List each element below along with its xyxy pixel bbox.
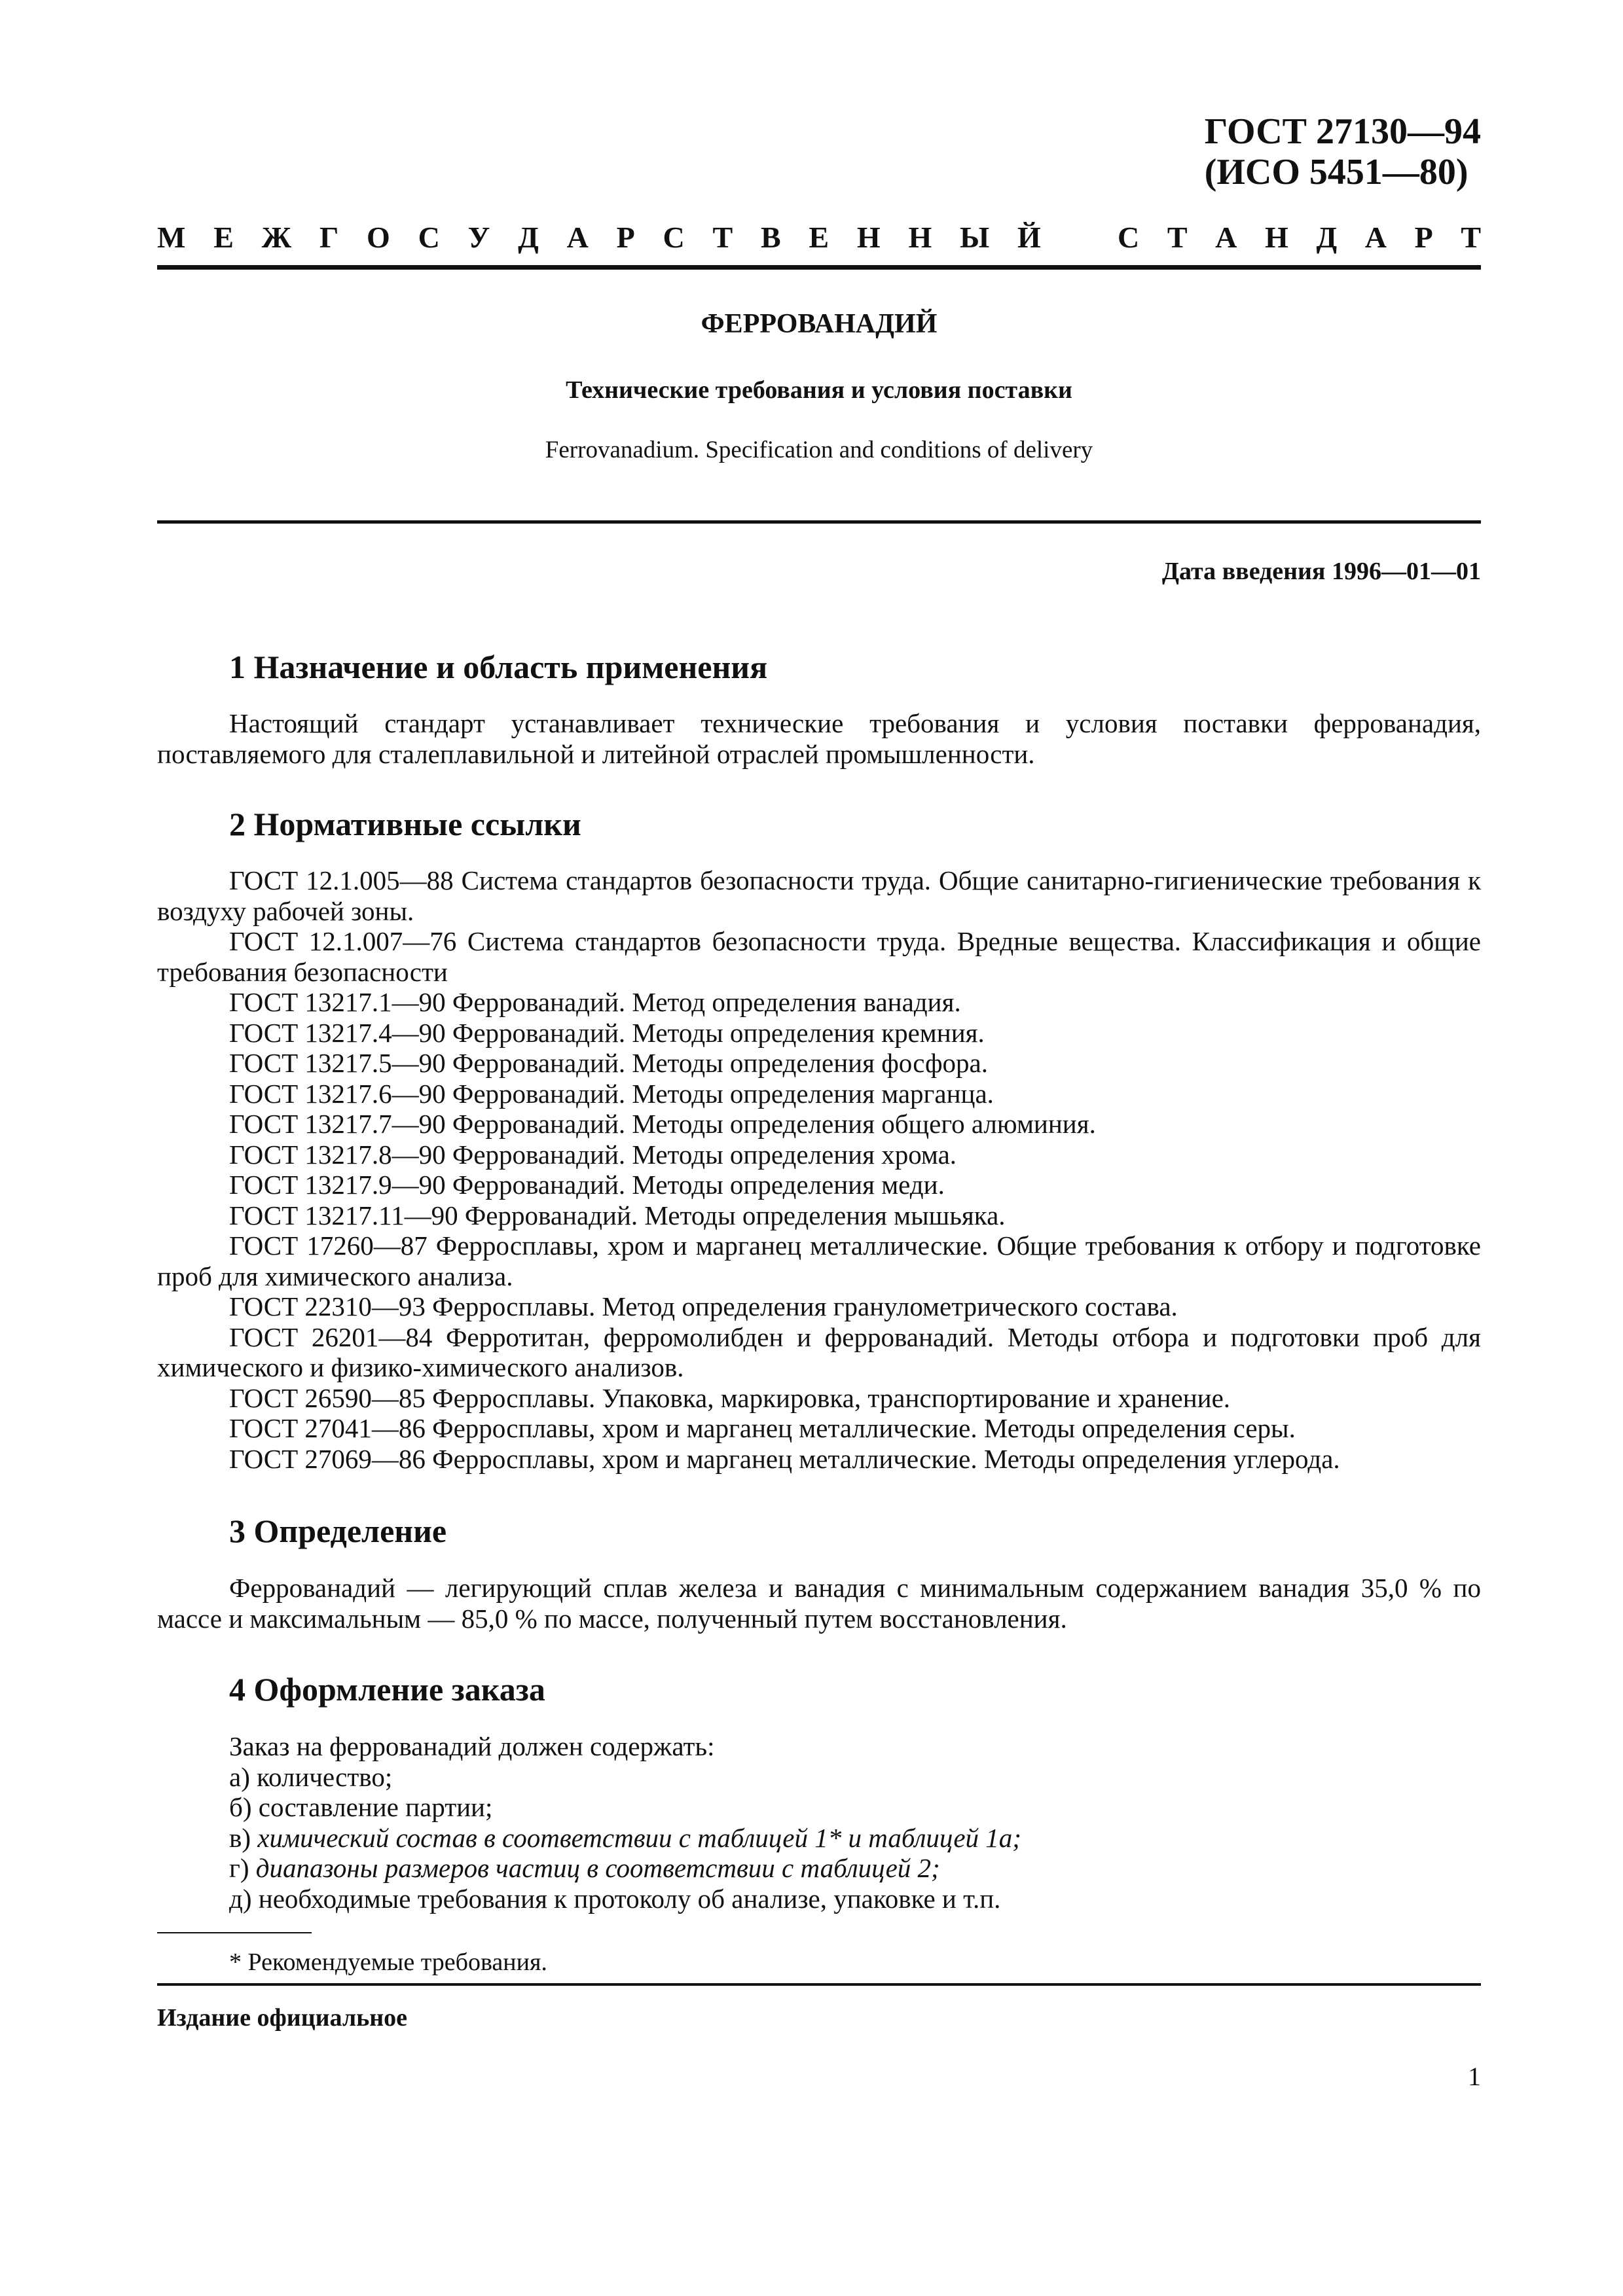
order-item bbox=[229, 1792, 1481, 1823]
order-item-marker: д) bbox=[229, 1883, 252, 1914]
banner-letter: Т bbox=[1461, 221, 1481, 254]
iso-number: (ИСО 5451—80) bbox=[1204, 152, 1468, 192]
title-rule bbox=[157, 520, 1481, 524]
banner-letter: Д bbox=[1316, 221, 1338, 254]
banner-letter: Н bbox=[1265, 221, 1288, 254]
edition-rule bbox=[157, 1983, 1481, 1986]
section-1-heading: 1 Назначение и область применения bbox=[229, 649, 768, 685]
order-item-text: количество; bbox=[249, 1761, 393, 1792]
banner-letter: Т bbox=[1167, 221, 1188, 254]
banner-letter: С bbox=[418, 221, 440, 254]
banner-letter: Е bbox=[809, 221, 830, 254]
order-item-marker: г) bbox=[229, 1853, 249, 1883]
reference-item: ГОСТ 26201—84 Ферротитан, ферромолибден и феррованадий. Методы отбора и подготовки проб для химического и физико-химического анализов. bbox=[157, 1321, 1481, 1382]
reference-item: ГОСТ 26590—85 Ферросплавы. Упаковка, маркировка, транспортирование и хранение. bbox=[229, 1382, 1231, 1413]
section-1-text: Настоящий стандарт устанавливает технические требования и условия поставки феррованадия, поставляемого для сталеплавильной и литейной отраслей промышленности. bbox=[157, 708, 1481, 769]
reference-item: ГОСТ 13217.11—90 Феррованадий. Методы определения мышьяка. bbox=[229, 1200, 1006, 1230]
reference-item: ГОСТ 12.1.007—76 Система стандартов безопасности труда. Вредные вещества. Классификация и общие требования безопасности bbox=[157, 926, 1481, 987]
banner-letter: Н bbox=[856, 221, 881, 254]
interstate-standard-banner bbox=[157, 219, 1481, 256]
banner-letter: Й bbox=[1017, 221, 1041, 254]
edition-label: Издание официальное bbox=[157, 2004, 408, 2032]
reference-item: ГОСТ 13217.9—90 Феррованадий. Методы определения меди. bbox=[229, 1170, 945, 1200]
banner-letter: Р bbox=[1414, 221, 1433, 254]
section-3-body bbox=[157, 1573, 1481, 1634]
banner-letter: О bbox=[367, 221, 390, 254]
banner-letter: Ж bbox=[261, 221, 292, 254]
banner-letter: А bbox=[566, 221, 589, 254]
banner-letter: Т bbox=[712, 221, 733, 254]
order-item-text: необходимые требования к протоколу об анализе, упаковке и т.п. bbox=[251, 1883, 1001, 1914]
order-item bbox=[229, 1762, 1481, 1793]
banner-letter: С bbox=[663, 221, 685, 254]
section-4-heading: 4 Оформление заказа bbox=[229, 1671, 545, 1708]
banner-letter: Ы bbox=[960, 221, 990, 254]
section-3-heading: 3 Определение bbox=[229, 1513, 447, 1549]
reference-item: ГОСТ 22310—93 Ферросплавы. Метод определения гранулометрического состава. bbox=[229, 1291, 1178, 1321]
order-item-text: диапазоны размеров частиц в соответствии с таблицей 2; bbox=[249, 1853, 940, 1883]
order-item-text: составление партии; bbox=[251, 1792, 493, 1822]
banner-letter: Н bbox=[908, 221, 932, 254]
reference-item: ГОСТ 27041—86 Ферросплавы, хром и марганец металлические. Методы определения серы. bbox=[229, 1413, 1296, 1443]
interstate-word-1 bbox=[157, 219, 1041, 256]
reference-item: ГОСТ 13217.4—90 Феррованадий. Методы определения кремния. bbox=[229, 1017, 985, 1048]
reference-item: ГОСТ 13217.8—90 Феррованадий. Методы определения хрома. bbox=[229, 1139, 957, 1170]
banner-letter: А bbox=[1364, 221, 1387, 254]
banner-letter: А bbox=[1215, 221, 1237, 254]
gost-number: ГОСТ 27130—94 bbox=[1204, 111, 1481, 152]
order-item-marker: а) bbox=[229, 1761, 250, 1792]
reference-item: ГОСТ 13217.7—90 Феррованадий. Методы определения общего алюминия. bbox=[229, 1109, 1096, 1139]
reference-item: ГОСТ 17260—87 Ферросплавы, хром и марганец металлические. Общие требования к отбору и подготовке проб для химического анализа. bbox=[157, 1230, 1481, 1291]
banner-letter: М bbox=[157, 221, 186, 254]
order-item-marker: в) bbox=[229, 1822, 251, 1853]
footnote: * Рекомендуемые требования. bbox=[229, 1948, 547, 1976]
page-number: 1 bbox=[1468, 2062, 1481, 2091]
order-item bbox=[229, 1884, 1481, 1914]
normative-references-list bbox=[157, 865, 1481, 1474]
banner-letter: В bbox=[760, 221, 781, 254]
banner-letter: Е bbox=[213, 221, 234, 254]
standard-code-block bbox=[1205, 111, 1481, 192]
order-item bbox=[229, 1823, 1481, 1854]
reference-item: ГОСТ 13217.1—90 Феррованадий. Метод определения ванадия. bbox=[229, 987, 961, 1017]
banner-letter: Г bbox=[319, 221, 339, 254]
banner-letter: Р bbox=[616, 221, 635, 254]
section-1-body bbox=[157, 708, 1481, 769]
section-2-heading: 2 Нормативные ссылки bbox=[229, 806, 581, 842]
banner-letter: Д bbox=[518, 221, 539, 254]
english-title: Ferrovanadium. Specification and conditions of delivery bbox=[545, 437, 1093, 463]
document-title: ФЕРРОВАНАДИЙ bbox=[701, 309, 938, 339]
document-subtitle: Технические требования и условия поставки bbox=[566, 376, 1072, 404]
section-3-text: Феррованадий — легирующий сплав железа и ванадия с минимальным содержанием ванадия 35,0 % по массе и максимальным — 85,0 % по массе, полученный путем восстановления. bbox=[157, 1573, 1481, 1634]
banner-letter: У bbox=[467, 221, 490, 254]
reference-item: ГОСТ 12.1.005—88 Система стандартов безопасности труда. Общие санитарно-гигиенические требования к воздуху рабочей зоны. bbox=[157, 865, 1481, 926]
introduction-date: Дата введения 1996—01—01 bbox=[1161, 558, 1481, 585]
order-requirements bbox=[229, 1731, 1481, 1914]
footnote-rule bbox=[157, 1932, 312, 1933]
order-item-text: химический состав в соответствии с таблицей 1* и таблицей 1а; bbox=[251, 1822, 1021, 1853]
header-rule bbox=[157, 265, 1481, 270]
reference-item: ГОСТ 13217.5—90 Феррованадий. Методы определения фосфора. bbox=[229, 1048, 988, 1078]
interstate-word-2 bbox=[1118, 219, 1481, 256]
order-item-marker: б) bbox=[229, 1792, 252, 1822]
order-item bbox=[229, 1853, 1481, 1884]
order-intro: Заказ на феррованадий должен содержать: bbox=[229, 1731, 715, 1761]
reference-item: ГОСТ 13217.6—90 Феррованадий. Методы определения марганца. bbox=[229, 1078, 994, 1109]
reference-item: ГОСТ 27069—86 Ферросплавы, хром и марганец металлические. Методы определения углерода. bbox=[229, 1443, 1340, 1474]
banner-letter: С bbox=[1118, 221, 1140, 254]
